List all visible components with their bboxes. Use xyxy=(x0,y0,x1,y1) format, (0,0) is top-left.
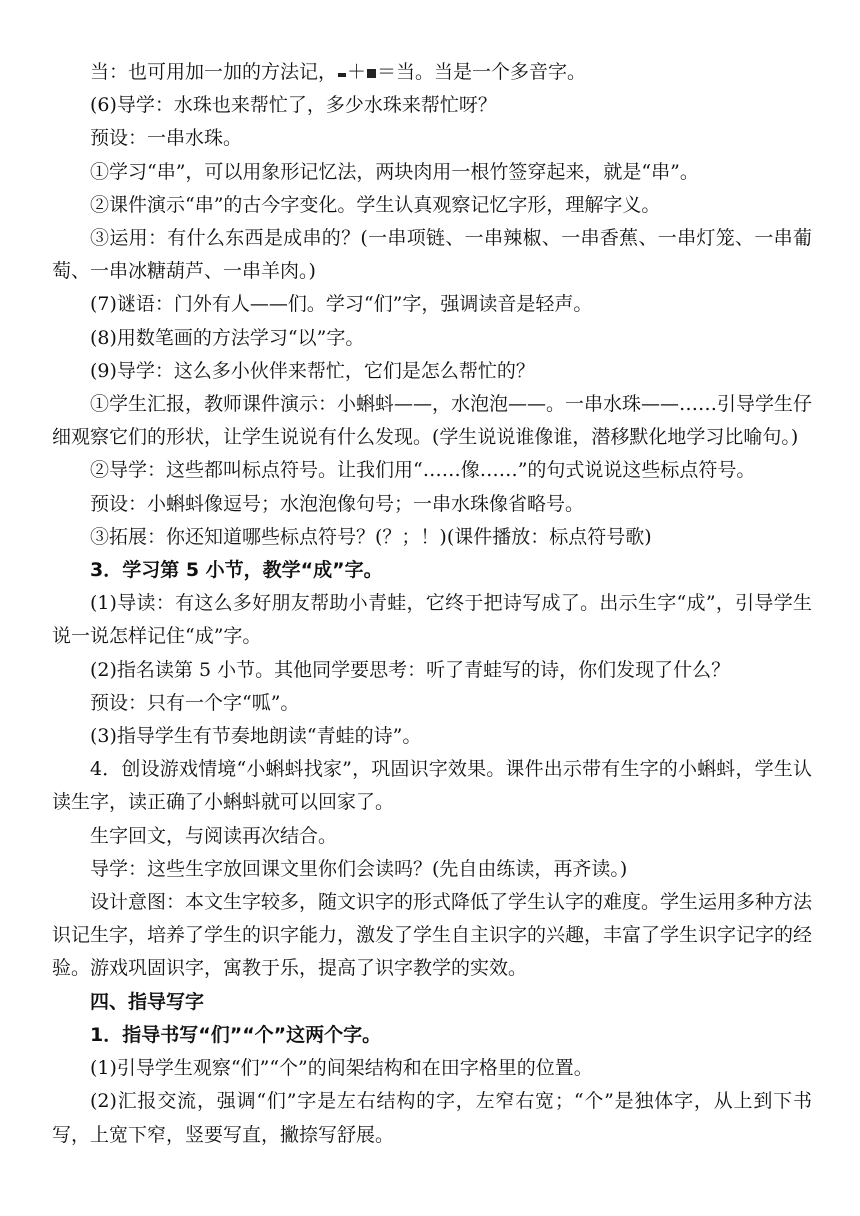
paragraph: (9)导学：这么多小伙伴来帮忙，它们是怎么帮忙的？ xyxy=(90,359,535,382)
paragraph: (2)汇报交流，强调“们”字是左右结构的字，左窄右宽；“个”是独体字，从上到下书写，上宽下窄，竖要写直，撇捺写舒展。 xyxy=(52,1090,812,1146)
paragraph: 4．创设游戏情境“小蝌蚪找家”，巩固识字效果。课件出示带有生字的小蝌蚪，学生认读生字，读正确了小蝌蚪就可以回家了。 xyxy=(52,758,812,814)
document-page xyxy=(52,56,812,1152)
paragraph: (7)谜语：门外有人——们。学习“们”字，强调读音是轻声。 xyxy=(90,293,593,316)
paragraph-text: ＋ xyxy=(347,61,367,83)
paragraph: (1)导读：有这么多好朋友帮助小青蛙，它终于把诗写成了。出示生字“成”，引导学生说一说怎样记住“成”字。 xyxy=(52,592,812,648)
paragraph: ③拓展：你还知道哪些标点符号？(？；！)(课件播放：标点符号歌) xyxy=(90,525,652,548)
paragraph: (1)引导学生观察“们”“个”的间架结构和在田字格里的位置。 xyxy=(90,1057,593,1080)
paragraph: ②导学：这些都叫标点符号。让我们用“……像……”的句式说说这些标点符号。 xyxy=(90,459,756,482)
paragraph: 设计意图：本文生字较多，随文识字的形式降低了学生认字的难度。学生运用多种方法识记生字，培养了学生的识字能力，激发了学生自主识字的兴趣，丰富了学生识字记字的经验。游戏巩固识字，寓教于乐，提高了识字教学的实效。 xyxy=(52,891,813,980)
paragraph: ③运用：有什么东西是成串的？(一串项链、一串辣椒、一串香蕉、一串灯笼、一串葡萄、一串冰糖葫芦、一串羊肉。) xyxy=(52,227,812,283)
paragraph: (8)用数笔画的方法学习“以”字。 xyxy=(90,326,365,349)
paragraph: (2)指名读第 5 小节。其他同学要思考：听了青蛙写的诗，你们发现了什么？ xyxy=(90,658,731,681)
paragraph: (3)指导学生有节奏地朗读“青蛙的诗”。 xyxy=(90,725,422,748)
paragraph: 预设：一串水珠。 xyxy=(90,127,243,150)
paragraph: 导学：这些生字放回课文里你们会读吗？(先自由练读，再齐读。) xyxy=(90,857,628,880)
paragraph-text: 当：也可用加一加的方法记， xyxy=(90,61,338,83)
paragraph: ①学习“串”，可以用象形记忆法，两块肉用一根竹签穿起来，就是“串”。 xyxy=(90,160,699,183)
stroke-component-icon xyxy=(367,69,376,78)
stroke-component-icon xyxy=(338,73,346,77)
paragraph: 预设：小蝌蚪像逗号；水泡泡像句号；一串水珠像省略号。 xyxy=(90,492,585,515)
paragraph-dang-mnemonic xyxy=(52,56,812,89)
paragraph-text: ＝当。当是一个多音字。 xyxy=(377,61,587,83)
paragraph: ①学生汇报，教师课件演示：小蝌蚪——，水泡泡——。一串水珠——……引导学生仔细观察它们的形状，让学生说说有什么发现。(学生说说谁像谁，潜移默化地学习比喻句。) xyxy=(52,393,813,449)
paragraph: (6)导学：水珠也来帮忙了，多少水珠来帮忙呀？ xyxy=(90,94,497,117)
section-heading: 1．指导书写“们”“个”这两个字。 xyxy=(90,1023,382,1046)
paragraph: ②课件演示“串”的古今字变化。学生认真观察记忆字形，理解字义。 xyxy=(90,193,661,216)
section-heading: 四、指导写字 xyxy=(90,990,205,1013)
section-heading: 3．学习第 5 小节，教学“成”字。 xyxy=(90,559,383,582)
paragraph: 生字回文，与阅读再次结合。 xyxy=(90,824,338,847)
paragraph: 预设：只有一个字“呱”。 xyxy=(90,691,300,714)
